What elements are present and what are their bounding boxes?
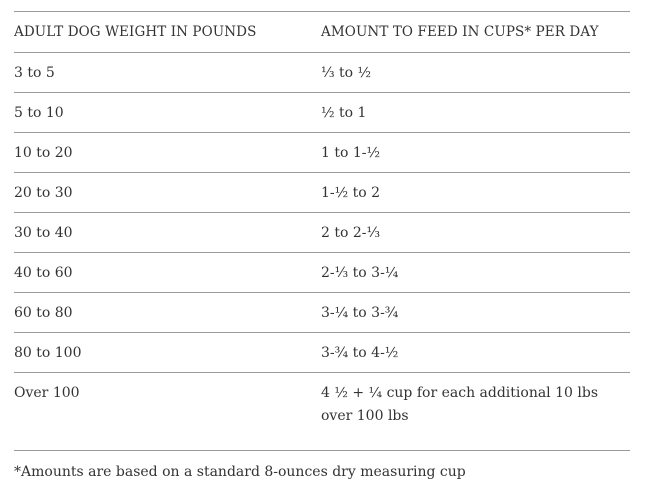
- cell-weight: 30 to 40: [14, 225, 73, 241]
- cell-weight: 20 to 30: [14, 185, 73, 201]
- table-row: [14, 293, 630, 333]
- cell-weight: 5 to 10: [14, 105, 64, 121]
- cell-amount: 3-¾ to 4-½: [321, 345, 399, 361]
- footnote: *Amounts are based on a standard 8-ounces dry measuring cup: [14, 464, 466, 480]
- table-row: [14, 253, 630, 293]
- cell-amount: 2-⅓ to 3-¼: [321, 265, 399, 281]
- cell-amount: 3-¼ to 3-¾: [321, 305, 399, 321]
- cell-weight: 3 to 5: [14, 65, 55, 81]
- cell-weight: 60 to 80: [14, 305, 73, 321]
- cell-amount: 1-½ to 2: [321, 185, 381, 201]
- cell-amount: ⅓ to ½: [321, 65, 372, 81]
- header-amount: AMOUNT TO FEED IN CUPS* PER DAY: [321, 24, 599, 40]
- table-row: [14, 173, 630, 213]
- table-row: [14, 373, 630, 451]
- table-row: [14, 53, 630, 93]
- cell-weight: 80 to 100: [14, 345, 82, 361]
- table-row: [14, 93, 630, 133]
- header-weight: ADULT DOG WEIGHT IN POUNDS: [14, 24, 257, 40]
- cell-weight: 10 to 20: [14, 145, 73, 161]
- cell-weight: 40 to 60: [14, 265, 73, 281]
- feeding-table: [14, 11, 630, 451]
- table-row: [14, 133, 630, 173]
- table-row: [14, 213, 630, 253]
- cell-amount: 4 ½ + ¼ cup for each additional 10 lbs over 100 lbs: [321, 385, 598, 424]
- cell-amount: 2 to 2-⅓: [321, 225, 381, 241]
- cell-amount: ½ to 1: [321, 105, 367, 121]
- cell-weight: Over 100: [14, 385, 80, 401]
- table-header-row: [14, 12, 630, 53]
- cell-amount: 1 to 1-½: [321, 145, 381, 161]
- table-row: [14, 333, 630, 373]
